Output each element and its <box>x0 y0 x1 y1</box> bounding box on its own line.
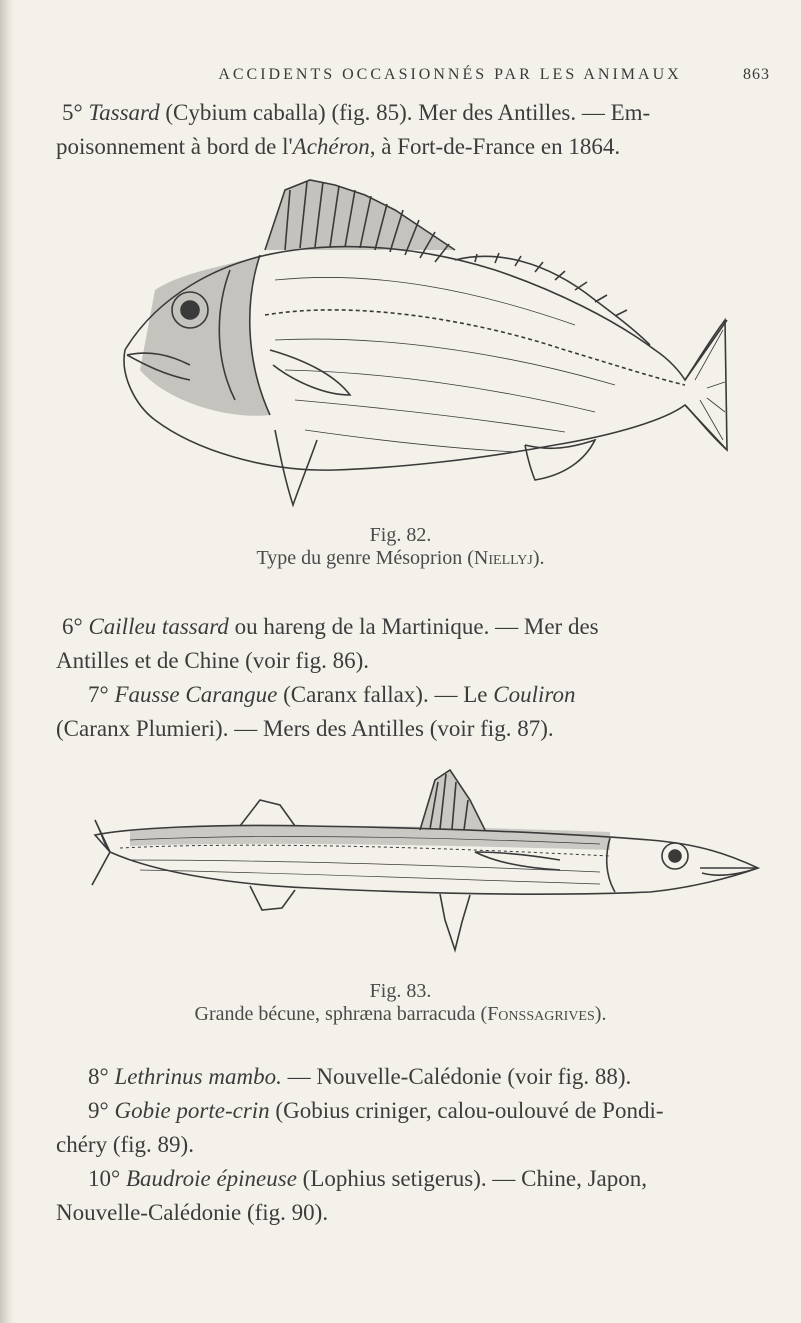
entry-7-line2: (Caranx Plumieri). — Mers des Antilles (voir fig. 87). <box>56 716 554 741</box>
running-header <box>140 66 770 84</box>
species-name: Tassard <box>88 100 160 125</box>
page-binding-shadow <box>0 0 14 1323</box>
entry-9-line1 <box>88 1094 778 1128</box>
fig-83-barracuda-illustration <box>90 760 760 970</box>
entry-7-line1 <box>88 678 778 712</box>
entry-9-line2: chéry (fig. 89). <box>56 1132 194 1157</box>
caption-text: Type du genre Mésoprion ( <box>256 547 474 569</box>
entry-number: 8° <box>88 1064 109 1089</box>
caption-author: Fonssagrives <box>487 1003 595 1025</box>
caption-text: ). <box>594 1003 607 1025</box>
entry-number: 7° <box>88 682 109 707</box>
fig-83-caption <box>0 980 801 1026</box>
figure-label: Fig. 82. <box>369 524 432 546</box>
entry-6-line1 <box>62 610 772 644</box>
entry-text: , à Fort-de-France en 1864. <box>369 134 621 159</box>
entry-number: 10° <box>88 1166 121 1191</box>
entry-text: (Cybium caballa) (fig. 85). Mer des Antilles. — Em- <box>159 100 651 125</box>
species-name: Couliron <box>493 682 576 707</box>
entry-text: (Gobius criniger, calou-oulouvé de Pondi- <box>269 1098 664 1123</box>
entry-text: (Lophius setigerus). — Chine, Japon, <box>296 1166 647 1191</box>
entry-7 <box>56 678 778 746</box>
entry-number: 9° <box>88 1098 109 1123</box>
entry-6 <box>56 610 772 678</box>
entry-9 <box>56 1094 778 1162</box>
entry-5-line1 <box>62 96 762 130</box>
figure-caption-line <box>0 1003 801 1026</box>
entry-text: — Nouvelle-Calédonie (voir fig. 88). <box>281 1064 632 1089</box>
entry-6-line2: Antilles et de Chine (voir fig. 86). <box>56 648 369 673</box>
page-number: 863 <box>743 66 770 83</box>
caption-author: Niellyj <box>473 547 533 569</box>
species-name: Lethrinus mambo. <box>114 1064 282 1089</box>
species-name: Gobie porte-crin <box>114 1098 270 1123</box>
species-name: Cailleu tassard <box>88 614 229 639</box>
entry-text: ou hareng de la Martinique. — Mer des <box>228 614 599 639</box>
entry-10 <box>56 1162 778 1230</box>
entry-number: 5° <box>62 100 83 125</box>
entry-text: (Caranx fallax). — Le <box>277 682 494 707</box>
species-name: Baudroie épineuse <box>125 1166 297 1191</box>
entry-10-line1 <box>88 1162 778 1196</box>
entry-10-line2: Nouvelle-Calédonie (fig. 90). <box>56 1200 329 1225</box>
entry-number: 6° <box>62 614 83 639</box>
running-title: ACCIDENTS OCCASIONNÉS PAR LES ANIMAUX <box>218 66 682 83</box>
fig-82-caption <box>0 524 801 570</box>
entry-8 <box>88 1060 778 1094</box>
figure-label: Fig. 83. <box>369 980 432 1002</box>
ship-name: Achéron <box>292 134 370 159</box>
entry-text: poisonnement à bord de l' <box>56 134 293 159</box>
caption-text: Grande bécune, sphræna barracuda ( <box>194 1003 488 1025</box>
fig-82-mesoprion-illustration <box>95 150 735 520</box>
caption-text: ). <box>532 547 545 569</box>
species-name: Fausse Carangue <box>114 682 278 707</box>
figure-caption-line <box>0 547 801 570</box>
